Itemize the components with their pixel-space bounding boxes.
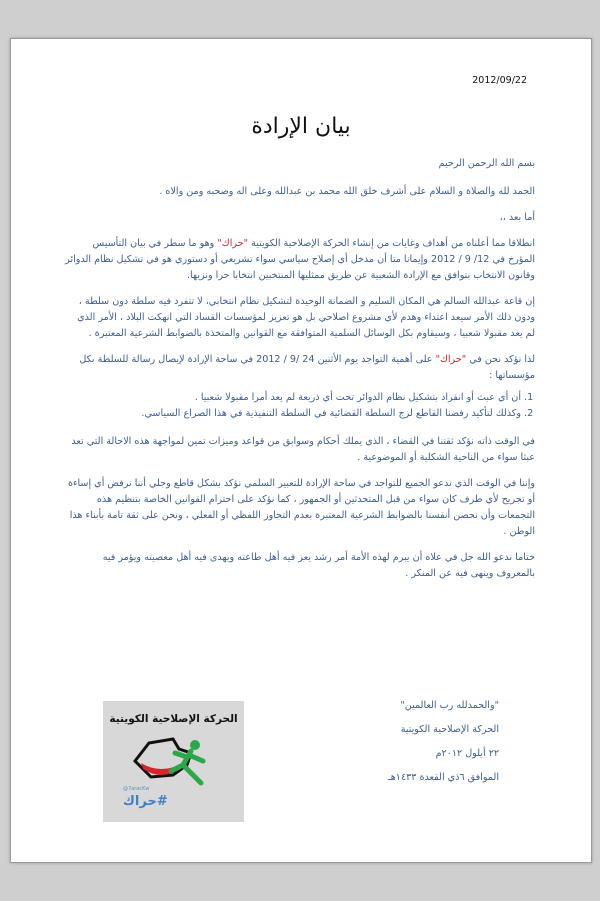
paragraph-3-text-b: على أهمية التواجد يوم الأثنين 24 /9 / 2012 في ساحة الإرادة لإيصال رسالة للسلطة بكل مؤسساتها : [79,354,535,381]
basmala: بسم الله الرحمن الرحيم [438,158,535,169]
document-page [10,38,592,863]
paragraph-4: في الوقت ذاته نؤكد ثقتنا في القضاء ، الذي يملك أحكام وسوابق من قواعد وميزات تمين لمواجهة هذه الاحالة التي تعد عبثا سواء من الناحية الشكلية أو الموضوعية . [71,436,535,463]
closing-line: الموافق ٦ذي القعدة ١٤٣٣هـ [387,772,499,783]
runner-head [190,740,200,750]
closing-line: "والحمدلله رب العالمين" [400,700,499,711]
runner-body [171,751,203,783]
hirak-highlight: "حراك" [217,238,248,249]
logo-title: الحركة الإصلاحية الكويتية [109,713,238,725]
logo-hashtag: #حراك [123,794,168,809]
kuwait-map-runner-icon [121,731,227,789]
paragraph-5: وإننا في الوقت الذي ندعو الجميع للتواجد في ساحة الإرادة للتعبير السلمي نؤكد بشكل قاطع وجلي أننا نرفض أي إساءة أو تجريح لأي طرف كان سواء من قبل المتحدثين أو الجمهور ، كما نؤكد على احترام القوانين الخاصة بتنظيم هذه التجمعات وأن نحصن أنفسنا بالضوابط الشرعية المعتبرة بعدم التجاوز اللفظي أو الفعلي ، ونحن على ثقة تامة بأبناء هذا الوطن . [67,478,535,537]
paragraph-1-text-a: انطلاقا مما أعلناه من أهداف وغايات من إنشاء الحركة الإصلاحية الكويتية [248,238,535,249]
paragraph-1 [65,236,535,284]
praise-paragraph: الحمد لله والصلاة و السلام على أشرف خلق الله محمد بن عبدالله وعلى اله وصحبه ومن والاه . [159,186,535,197]
paragraph-3 [65,352,535,384]
list-item: 2. وكذلك لتأكيد رفضنا القاطع لزج السلطة القضائية في السلطة التنفيذية في هذا الصراع السياسي. [65,406,521,422]
paragraph-3-text-a: لذا نؤكد نحن في [466,354,535,365]
amma-bad: أما بعد ،، [499,212,535,223]
movement-logo [103,701,244,822]
paragraph-1-text-b: وهو ما سطر في بيان التأسيس المؤرخ في 12/ 9 / 2012 وإيمانا منا أن مدخل أي إصلاح سياسي سواء تشريعي أو دستوري هو في تشكيل نظام الدوائر وقانون الانتخاب بتوافق مع الإرادة الشعبية عن طريق ممثليها المنتخبين انتخابا حرا ونزيها. [65,238,535,281]
page-title: بيان الإرادة [251,114,351,139]
list-item: 1. أن أي عبث أو انفراد بتشكيل نظام الدوائر تحت أي ذريعة لم يعد أمرا مقبولا شعبيا . [65,390,521,406]
closing-line: ٢٢ أيلول ٢٠١٢م [435,748,499,759]
closing-line: الحركة الإصلاحية الكويتية [400,724,499,735]
numbered-list [65,390,535,422]
paragraph-6: ختاما ندعو الله جل في علاه أن يبرم لهذه الأمة أمر رشد يعز فيه أهل طاعته ويهدى فيه أهل معصيته ويؤمر فيه بالمعروف وينهى فيه عن المنكر . [102,552,535,579]
logo-handle: @7aracKw [123,786,150,792]
paragraph-2: إن قاعة عبدالله السالم هي المكان السليم و الضمانة الوحيدة لتشكيل نظام انتخابي، لا تتفرد فيه سلطة دون سلطة ، ودون ذلك الأمر سيعد اعتداء وهدم لأي مشروع اصلاحي بل هو تعزيز لمؤسسات الفساد التي انهكت البلاد ، الأمر الذي لم يعد مقبولا شعبيا ، وسيقاوم بكل الوسائل السلمية المتوافقة مع القوانين والمتخذة بالضوابط الشرعية المعتبرة . [77,296,535,339]
document-body [65,156,535,592]
closing-block [388,694,499,790]
document-date: 2012/09/22 [472,75,527,86]
hirak-highlight: "حراك" [435,354,467,365]
